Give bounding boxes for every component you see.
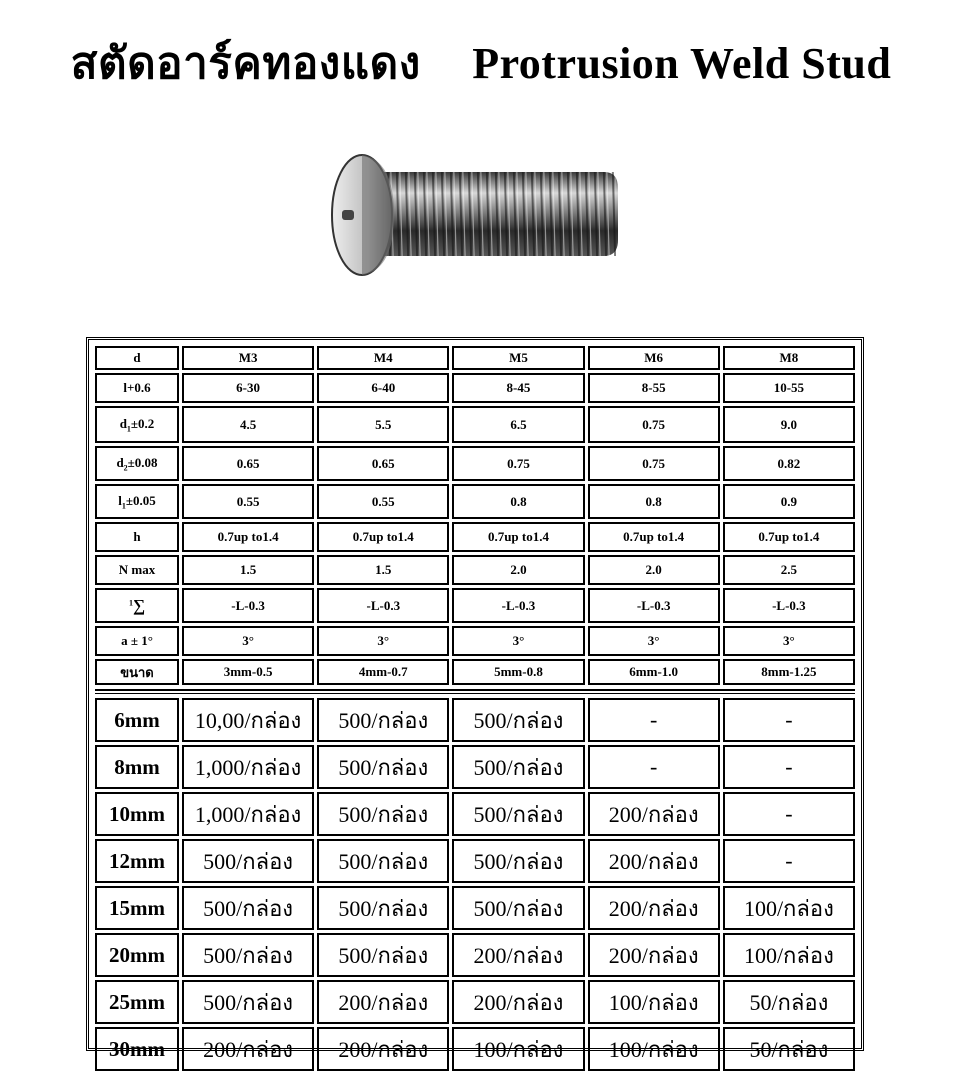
table-row: [95, 588, 855, 623]
row-label: 12mm: [95, 839, 179, 883]
table-cell: -: [588, 745, 720, 789]
row-label: 10mm: [95, 792, 179, 836]
table-cell: 8-55: [588, 373, 720, 403]
table-cell: 500/กล่อง: [317, 933, 449, 977]
table-cell: 500/กล่อง: [182, 886, 314, 930]
row-label: N max: [95, 555, 179, 585]
page-title: [0, 28, 962, 98]
table-divider: [95, 689, 855, 694]
table-cell: 500/กล่อง: [452, 698, 584, 742]
table-cell: 1.5: [317, 555, 449, 585]
table-cell: 200/กล่อง: [588, 933, 720, 977]
table-cell: 0.65: [317, 446, 449, 481]
row-label: a ± 1°: [95, 626, 179, 656]
table-cell: 0.9: [723, 484, 855, 519]
table-cell: 0.55: [182, 484, 314, 519]
table-cell: 0.7up to1.4: [182, 522, 314, 552]
stud-protrusion: [342, 210, 354, 220]
table-cell: -: [723, 839, 855, 883]
table-cell: 0.7up to1.4: [723, 522, 855, 552]
title-english: Protrusion Weld Stud: [472, 39, 892, 88]
title-thai: สตัดอาร์คทองแดง: [70, 39, 421, 88]
table-cell: 3°: [317, 626, 449, 656]
table-cell: 2.0: [588, 555, 720, 585]
table-cell: 200/กล่อง: [588, 886, 720, 930]
table-cell: 100/กล่อง: [723, 933, 855, 977]
table-cell: 500/กล่อง: [452, 886, 584, 930]
table-cell: 200/กล่อง: [588, 839, 720, 883]
table-cell: 200/กล่อง: [452, 933, 584, 977]
table-cell: 200/กล่อง: [317, 980, 449, 1024]
table-cell: 500/กล่อง: [182, 980, 314, 1024]
header-cell: M4: [317, 346, 449, 370]
table-cell: -: [723, 698, 855, 742]
table-cell: 4mm-0.7: [317, 659, 449, 685]
header-cell: M8: [723, 346, 855, 370]
table-row: [95, 522, 855, 552]
header-cell: d: [95, 346, 179, 370]
table-cell: 0.75: [588, 406, 720, 443]
table-cell: 5.5: [317, 406, 449, 443]
table-cell: 1,000/กล่อง: [182, 792, 314, 836]
table-cell: 4.5: [182, 406, 314, 443]
table-cell: 500/กล่อง: [452, 839, 584, 883]
table-row: [95, 484, 855, 519]
table-row: [95, 980, 855, 1024]
table-cell: 5mm-0.8: [452, 659, 584, 685]
table-row: [95, 745, 855, 789]
row-label: 6mm: [95, 698, 179, 742]
table-cell: 500/กล่อง: [452, 745, 584, 789]
row-label: 25mm: [95, 980, 179, 1024]
weld-stud-image: [322, 140, 622, 290]
table-row: [95, 406, 855, 443]
table-cell: 9.0: [723, 406, 855, 443]
table-cell: 8-45: [452, 373, 584, 403]
table-cell: 10-55: [723, 373, 855, 403]
table-row: [95, 933, 855, 977]
table-cell: -: [723, 792, 855, 836]
table-cell: 200/กล่อง: [317, 1027, 449, 1071]
table-cell: -L-0.3: [723, 588, 855, 623]
table-cell: 100/กล่อง: [452, 1027, 584, 1071]
table-cell: 50/กล่อง: [723, 980, 855, 1024]
table-cell: 50/กล่อง: [723, 1027, 855, 1071]
header-cell: M3: [182, 346, 314, 370]
table-cell: 1.5: [182, 555, 314, 585]
table-cell: 0.75: [588, 446, 720, 481]
row-label: $^1$∑: [95, 588, 179, 623]
spec-table-frame: [86, 337, 864, 1062]
row-label: 8mm: [95, 745, 179, 789]
table-row: [95, 1027, 855, 1071]
table-cell: 0.7up to1.4: [452, 522, 584, 552]
table-cell: 3°: [452, 626, 584, 656]
table-cell: 200/กล่อง: [182, 1027, 314, 1071]
table-cell: 100/กล่อง: [588, 980, 720, 1024]
table-cell: 0.8: [588, 484, 720, 519]
table-cell: 500/กล่อง: [317, 839, 449, 883]
table-cell: 500/กล่อง: [317, 745, 449, 789]
header-cell: M5: [452, 346, 584, 370]
header-cell: M6: [588, 346, 720, 370]
table-row: [95, 626, 855, 656]
table-cell: -L-0.3: [317, 588, 449, 623]
table-cell: 100/กล่อง: [723, 886, 855, 930]
table-row: [95, 886, 855, 930]
row-label: 20mm: [95, 933, 179, 977]
table-row: [95, 346, 855, 370]
table-cell: 500/กล่อง: [317, 792, 449, 836]
table-cell: 10,00/กล่อง: [182, 698, 314, 742]
table-cell: 100/กล่อง: [588, 1027, 720, 1071]
table-row: [95, 446, 855, 481]
row-label: $l_1\pm 0.05$: [95, 484, 179, 519]
row-label: h: [95, 522, 179, 552]
table-cell: 6mm-1.0: [588, 659, 720, 685]
row-label: $d_2\pm 0.08$: [95, 446, 179, 481]
quantity-table: [92, 695, 858, 1074]
table-cell: 500/กล่อง: [182, 933, 314, 977]
row-label: 15mm: [95, 886, 179, 930]
table-cell: 200/กล่อง: [588, 792, 720, 836]
table-cell: 500/กล่อง: [317, 698, 449, 742]
table-cell: -L-0.3: [588, 588, 720, 623]
table-cell: 2.5: [723, 555, 855, 585]
table-cell: 500/กล่อง: [317, 886, 449, 930]
table-cell: 3°: [182, 626, 314, 656]
table-cell: 3°: [588, 626, 720, 656]
row-label: 30mm: [95, 1027, 179, 1071]
table-cell: 2.0: [452, 555, 584, 585]
row-label: l+0.6: [95, 373, 179, 403]
table-cell: -L-0.3: [452, 588, 584, 623]
table-cell: 8mm-1.25: [723, 659, 855, 685]
table-cell: 3mm-0.5: [182, 659, 314, 685]
table-row: [95, 659, 855, 685]
table-cell: 3°: [723, 626, 855, 656]
table-cell: 0.8: [452, 484, 584, 519]
row-label: $d_1\pm 0.2$: [95, 406, 179, 443]
table-row: [95, 792, 855, 836]
table-cell: -L-0.3: [182, 588, 314, 623]
table-cell: 0.75: [452, 446, 584, 481]
table-row: [95, 373, 855, 403]
table-row: [95, 698, 855, 742]
table-cell: 0.7up to1.4: [317, 522, 449, 552]
table-cell: 500/กล่อง: [182, 839, 314, 883]
table-cell: 0.7up to1.4: [588, 522, 720, 552]
row-label: ขนาด: [95, 659, 179, 685]
table-cell: -: [588, 698, 720, 742]
table-row: [95, 839, 855, 883]
table-cell: 6-40: [317, 373, 449, 403]
table-row: [95, 555, 855, 585]
table-cell: 200/กล่อง: [452, 980, 584, 1024]
table-cell: 0.65: [182, 446, 314, 481]
table-cell: 0.82: [723, 446, 855, 481]
table-cell: -: [723, 745, 855, 789]
spec-table: [92, 343, 858, 688]
table-cell: 0.55: [317, 484, 449, 519]
table-cell: 6.5: [452, 406, 584, 443]
table-cell: 6-30: [182, 373, 314, 403]
table-cell: 1,000/กล่อง: [182, 745, 314, 789]
table-cell: 500/กล่อง: [452, 792, 584, 836]
